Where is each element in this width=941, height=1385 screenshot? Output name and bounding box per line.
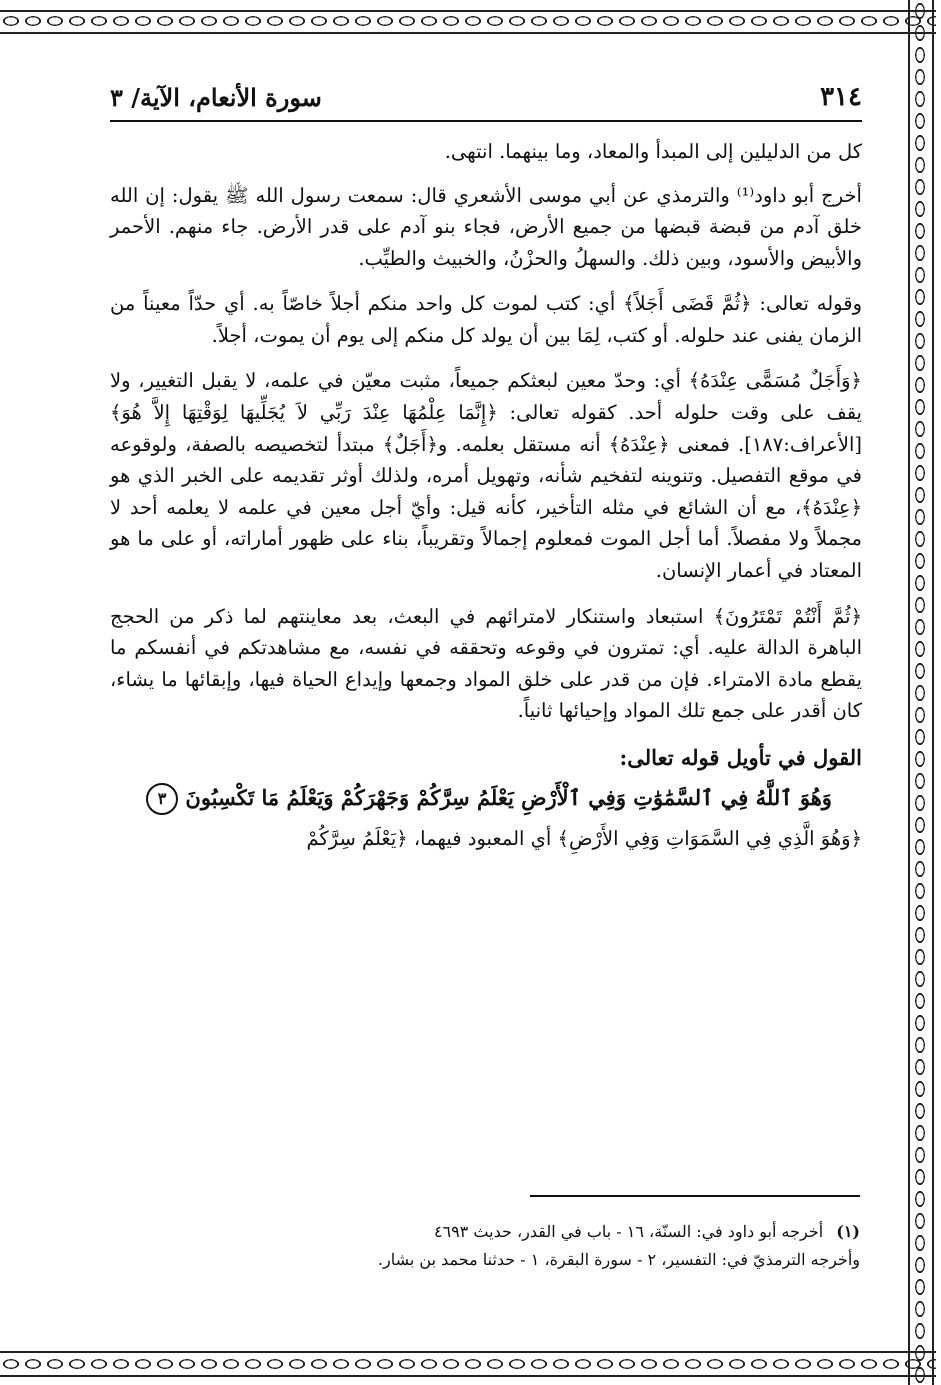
- section-heading: القول في تأويل قوله تعالى:: [619, 744, 862, 770]
- paragraph-5: ﴿ثُمَّ أَنْتُمْ تَمْتَرُونَ﴾ استبعاد واستنكار لامترائهم في البعث، بعد معاينتهم لما ذكر من الحجج الباهرة الدالة عليه. أي: تمترون في وقوعه وتحققه في نفسه، مع مشاهدتكم في أنفسكم ما يقطع مادة الامتراء. فإن من قدر على خلق المواد وجمعها وإيداع الحياة فيها، وإبقائها ما يشاء، كان أقدر على جمع تلك المواد وإحيائها ثانياً.: [110, 604, 862, 723]
- paragraph-2: أخرج أبو داود⁽¹⁾ والترمذي عن أبي موسى الأشعري قال: سمعت رسول الله ﷺ يقول: إن الله خلق آدم من قبضة قبضها من جميع الأرض، فجاء بنو آدم على قدر الأرض. جاء منهم. الأحمر والأبيض والأسود، وبين ذلك. والسهلُ والحزْنُ، والخبيث والطيِّب.: [110, 183, 862, 270]
- footnote-1-line-1: [200, 1218, 860, 1246]
- footnote-1-line-2: وأخرجه الترمذيّ في: التفسير، ٢ - سورة البقرة، ١ - حدثنا محمد بن بشار.: [377, 1250, 860, 1269]
- paragraph-4: ﴿وَأَجَلٌ مُسَمًّى عِنْدَهُ﴾ أي: وحدّ معين لبعثكم جميعاً، مثبت معيّن في علمه، لا يقبل التغيير، ولا يقف على وقت حلوله أحد. كقوله تعالى: ﴿إِنَّمَا عِلْمُهَا عِنْدَ رَبِّي لاَ يُجَلِّيهَا لِوَقْتِهَا إِلاَّ هُوَ﴾[الأعراف:١٨٧]. فمعنى ﴿عِنْدَهُ﴾ أنه مستقل بعلمه. و﴿أَجَلٌ﴾ مبتدأ لتخصيصه بالصفة، ولوقوعه في موقع التفصيل. وتنوينه لتفخيم شأنه، وتهويل أمره، ولذلك أوثر تقديمه على الخبر الذي هو ﴿عِنْدَهُ﴾، مع أن الشائع في مثله التأخير، كأنه قيل: وأيّ أجل معين في علمه لا يعلمه أحد لا مجملاً ولا مفصلاً. أما أجل الموت فمعلوم إجمالاً وتقريباً، بناء على ظهور أماراته، أو على ما هو المعتاد في أعمار الإنسان.: [110, 369, 862, 582]
- body-text: [110, 136, 862, 855]
- chapter-title: سورة الأنعام، الآية/ ٣: [110, 83, 322, 112]
- verse-text: وَهُوَ ٱللَّهُ فِي ٱلسَّمَٰوَٰتِ وَفِي ٱلْأَرْضِ يَعْلَمُ سِرَّكُمْ وَجَهْرَكُمْ وَيَعْلَمُ مَا تَكْسِبُونَ: [185, 784, 832, 810]
- footnote-1-text: أخرجه أبو داود في: السنّة، ١٦ - باب في القدر، حديث ٤٦٩٣: [433, 1222, 824, 1241]
- footnote-divider: [530, 1195, 860, 1197]
- footnotes: [200, 1218, 860, 1274]
- decorative-frame-right: [902, 0, 938, 1385]
- decorative-frame-bottom: [0, 1345, 936, 1385]
- verse-number-badge: ٣: [146, 783, 178, 815]
- decorative-frame-top: [0, 0, 936, 44]
- footnote-marker: (١): [836, 1222, 860, 1241]
- quran-verse: [110, 781, 862, 816]
- page-number: ٣١٤: [820, 82, 862, 112]
- paragraph-6: ﴿وَهُوَ الَّذِي فِي السَّمَوَاتِ وَفِي الأَرْضِ﴾ أي المعبود فيهما، ﴿يَعْلَمُ سِرَّكُمْ: [306, 827, 862, 851]
- running-head: [110, 68, 862, 122]
- paragraph-1: كل من الدليلين إلى المبدأ والمعاد، وما بينهما. انتهى.: [444, 140, 862, 163]
- paragraph-3: وقوله تعالى: ﴿ثُمَّ قَضَى أَجَلاً﴾ أي: كتب لموت كل واحد منكم أجلاً خاصّاً به. أي حدّاً معيناً من الزمان يفنى عند حلوله. أو كتب، لِمَا بين أن يولد كل منكم إلى يوم أن يموت، أجلاً.: [110, 292, 862, 347]
- page-content: [110, 68, 862, 869]
